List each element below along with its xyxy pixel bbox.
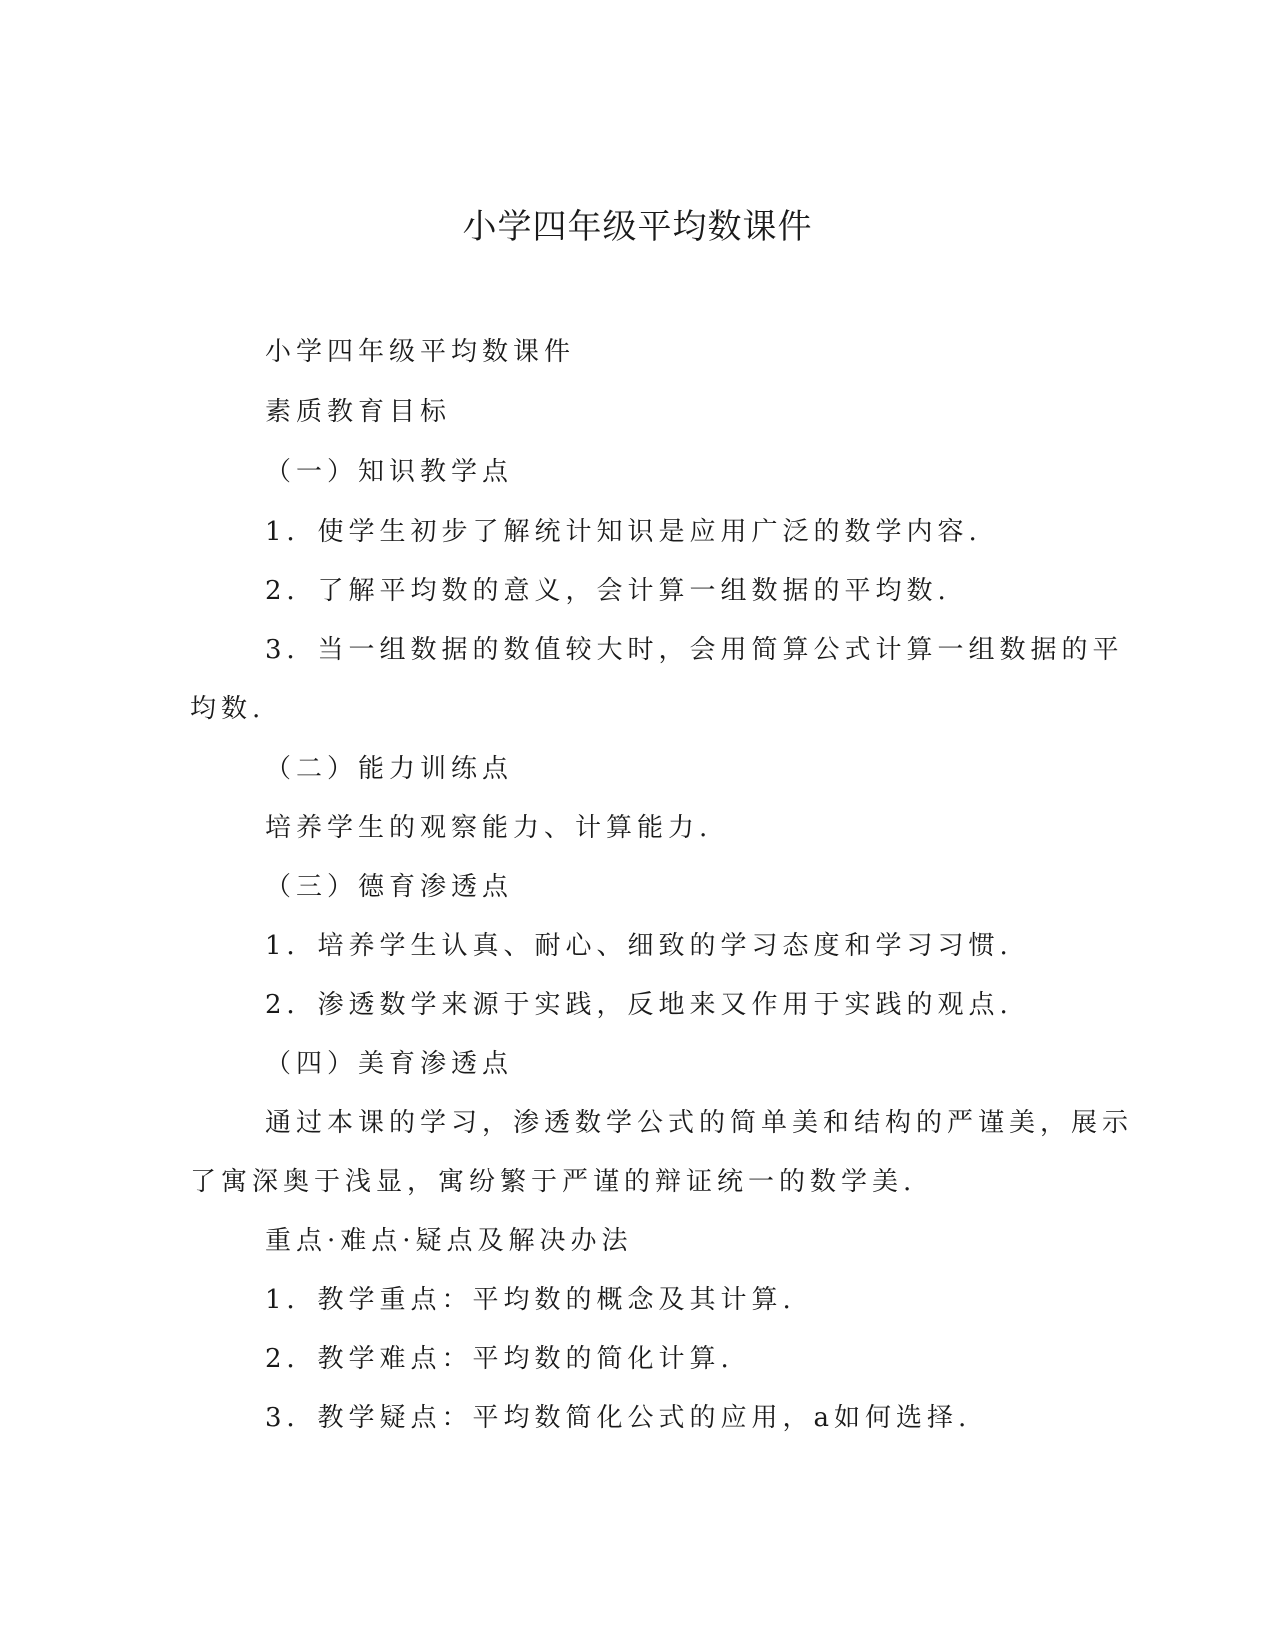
subsection-heading: （一）知识教学点 [265,457,514,487]
list-item: 2．渗透数学来源于实践，反地来又作用于实践的观点. [265,990,1013,1020]
paragraph: 通过本课的学习，渗透数学公式的简单美和结构的严谨美，展示 [265,1108,1134,1138]
subsection-heading: （三）德育渗透点 [265,872,514,902]
list-item: 1．培养学生认真、耐心、细致的学习态度和学习习惯. [265,931,1013,961]
list-item: 1．使学生初步了解统计知识是应用广泛的数学内容. [265,517,982,547]
section-heading: 素质教育目标 [265,397,452,427]
section-heading: 重点·难点·疑点及解决办法 [265,1226,633,1256]
subsection-heading: （二）能力训练点 [265,754,514,784]
document-title: 小学四年级平均数课件 [462,207,813,247]
subsection-heading: （四）美育渗透点 [265,1049,514,1079]
list-item: 1．教学重点：平均数的概念及其计算. [265,1285,796,1315]
list-item-continuation: 均数. [190,694,266,724]
paragraph-continuation: 了寓深奥于浅显，寓纷繁于严谨的辩证统一的数学美. [190,1167,917,1197]
paragraph: 培养学生的观察能力、计算能力. [265,813,713,843]
list-item: 3．当一组数据的数值较大时，会用简算公式计算一组数据的平 [265,635,1124,665]
list-item: 2．教学难点：平均数的简化计算. [265,1344,734,1374]
list-item: 3．教学疑点：平均数简化公式的应用，a如何选择. [265,1403,972,1433]
list-item: 2．了解平均数的意义，会计算一组数据的平均数. [265,576,951,606]
subtitle-line: 小学四年级平均数课件 [265,337,576,367]
